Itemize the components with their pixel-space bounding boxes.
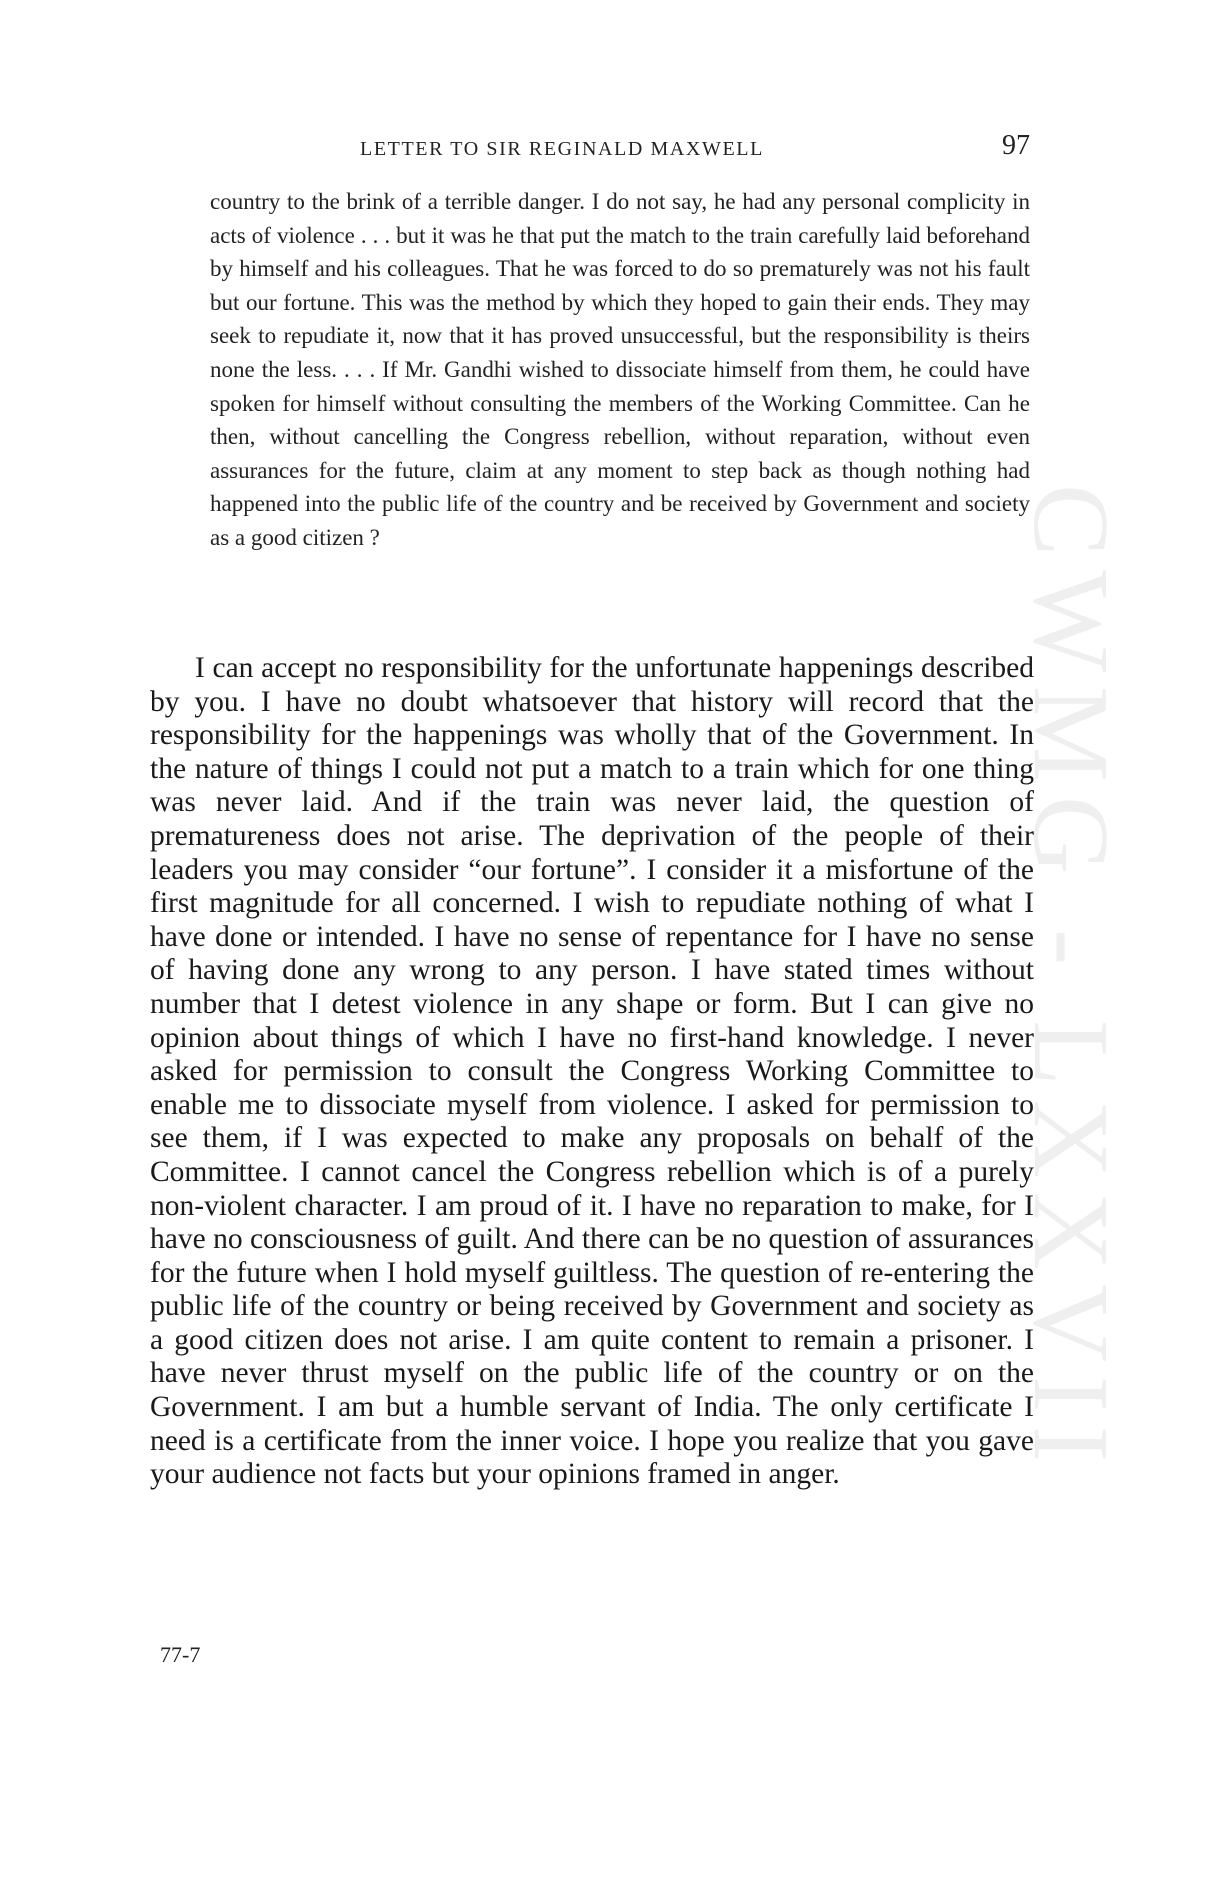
body-paragraph: I can accept no responsibility for the unfortunate happenings described by you. I have no doubt whatsoever that history will record that the responsibility for the happenings was wholly that of the Government. In the nature of things I could not put a match to a train which for one thing was never laid. And if the train was never laid, the question of prematureness does not arise. The deprivation of the people of their leaders you may consider “our fortune”. I consider it a misfortune of the first magnitude for all concerned. I wish to repudiate nothing of what I have done or intended. I have no sense of repentance for I have no sense of having done any wrong to any person. I have stated times without number that I detest violence in any shape or form. But I can give no opinion about things of which I have no first-hand knowledge. I never asked for permission to consult the Congress Working Committee to enable me to dissociate myself from violence. I asked for permission to see them, if I was expected to make any proposals on behalf of the Committee. I cannot cancel the Congress rebellion which is of a purely non-violent character. I am proud of it. I have no reparation to make, for I have no consciousness of guilt. And there can be no question of assurances for the future when I hold myself guiltless. The question of re-entering the public life of the country or being received by Government and society as a good citizen does not arise. I am quite content to remain a prisoner. I have never thrust myself on the public life of the country or on the Government. I am but a humble servant of India. The only certificate I need is a certificate from the inner voice. I hope you realize that you gave your audience not facts but your opinions framed in anger. [150, 652, 1034, 1491]
running-title: LETTER TO SIR REGINALD MAXWELL [360, 138, 764, 160]
watermark-text: CWMG - LXXVII [1011, 484, 1130, 1476]
page-number: 97 [1002, 130, 1030, 161]
quoted-paragraph: country to the brink of a terrible danger. I do not say, he had any personal complicity in acts of violence . . . but it was he that put the match to the train carefully laid beforehand by himself and his colleagues. That he was forced to do so prematurely was not his fault but our fortune. This was the method by which they hoped to gain their ends. They may seek to repudiate it, now that it has proved unsuccessful, but the responsibility is theirs none the less. . . . If Mr. Gandhi wished to dissociate himself from them, he could have spoken for himself without consulting the members of the Working Committee. Can he then, without cancelling the Congress rebellion, without reparation, without even assurances for the future, claim at any moment to step back as though nothing had happened into the public life of the country and be received by Government and society as a good citizen ? [210, 189, 1030, 550]
quoted-passage [210, 185, 1030, 555]
signature-mark: 77-7 [160, 1642, 201, 1667]
page-header [150, 130, 1030, 170]
body-text [150, 652, 1034, 1492]
